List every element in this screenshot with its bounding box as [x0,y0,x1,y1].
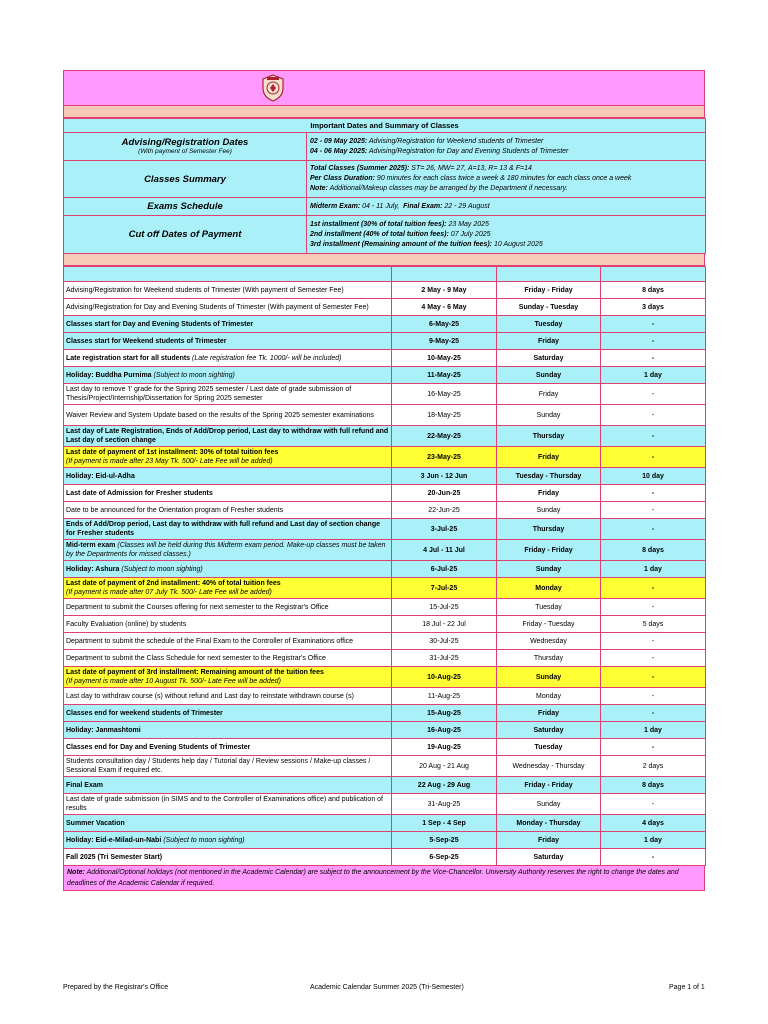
footer-prepared-by: Prepared by the Registrar's Office [63,984,169,991]
calendar-row [64,739,706,756]
calendar-row [64,756,706,777]
duration-cell: - [601,650,706,667]
duration-cell: - [601,502,706,519]
date-cell: 22-Jun-25 [392,502,497,519]
date-cell: 3 Jun - 12 Jun [392,468,497,485]
calendar-row [64,485,706,502]
date-cell: 20 Aug - 21 Aug [392,756,497,777]
date-cell: 31-Aug-25 [392,794,497,815]
date-cell: 3-Jul-25 [392,519,497,540]
classes-summary-label: Classes Summary [64,161,307,198]
date-cell: 23-May-25 [392,447,497,468]
date-cell: 10-May-25 [392,350,497,367]
day-cell: Friday [497,447,601,468]
duration-cell: - [601,667,706,688]
date-cell: 31-Jul-25 [392,650,497,667]
date-cell: 5-Sep-25 [392,832,497,849]
event-cell: Date to be announced for the Orientation program of Fresher students [64,502,392,519]
calendar-row [64,849,706,866]
date-cell: 19-Aug-25 [392,739,497,756]
day-cell: Monday [497,578,601,599]
date-cell: 15-Jul-25 [392,599,497,616]
calendar-row [64,299,706,316]
day-cell: Friday [497,384,601,405]
event-cell: Classes start for Weekend students of Trimester [64,333,392,350]
calendar-row [64,405,706,426]
event-cell: Last date of payment of 3rd installment: Remaining amount of the tuition fees (If payment is made after 10 August Tk. 500/- Late Fee will be added) [64,667,392,688]
calendar-row [64,316,706,333]
calendar-row [64,502,706,519]
date-cell: 18 Jul - 22 Jul [392,616,497,633]
day-cell: Sunday [497,502,601,519]
event-cell: Last day to withdraw course (s) without refund and Last day to reinstate withdrawn course (s) [64,688,392,705]
payment-cutoff-value: 1st installment (30% of total tuition fees): 23 May 2025 2nd installment (40% of total tuition fees): 07 July 2025 3rd installment (Remaining amount of the tuition fees): 10 August 2025 [307,216,706,254]
header-spacer [63,106,705,118]
calendar-row [64,633,706,650]
calendar-row [64,282,706,299]
calendar-row [64,667,706,688]
day-cell: Friday - Tuesday [497,616,601,633]
calendar-row [64,722,706,739]
event-cell: Last date of grade submission (in SIMS and to the Controller of Examinations office) and publication of results [64,794,392,815]
duration-cell: - [601,519,706,540]
date-cell: 7-Jul-25 [392,578,497,599]
duration-cell: - [601,426,706,447]
date-cell: 1 Sep - 4 Sep [392,815,497,832]
date-cell: 6-May-25 [392,316,497,333]
event-cell: Final Exam [64,777,392,794]
duration-cell: - [601,350,706,367]
day-cell: Saturday [497,722,601,739]
day-cell: Friday - Friday [497,777,601,794]
duration-cell: - [601,405,706,426]
summary-title: Important Dates and Summary of Classes [64,119,706,133]
header-banner [63,70,705,106]
event-cell: Ends of Add/Drop period, Last day to withdraw with full refund and Last day of section change for Fresher students [64,519,392,540]
summary-table [63,118,706,254]
day-cell: Friday [497,832,601,849]
university-seal-icon [261,74,285,102]
event-cell: Faculty Evaluation (online) by students [64,616,392,633]
date-cell: 18-May-25 [392,405,497,426]
calendar-row [64,519,706,540]
calendar-row [64,650,706,667]
calendar-row [64,832,706,849]
event-cell: Summer Vacation [64,815,392,832]
day-cell: Sunday [497,794,601,815]
duration-cell: - [601,688,706,705]
day-cell: Wednesday - Thursday [497,756,601,777]
day-cell: Sunday - Tuesday [497,299,601,316]
calendar-row [64,426,706,447]
day-cell: Saturday [497,350,601,367]
day-cell: Friday [497,485,601,502]
day-cell: Tuesday - Thursday [497,468,601,485]
event-cell: Classes end for weekend students of Trimester [64,705,392,722]
calendar-row [64,578,706,599]
event-cell: Students consultation day / Students help day / Tutorial day / Review sessions / Make-up classes / Sessional Exam if required etc. [64,756,392,777]
section-spacer [63,254,705,266]
day-cell: Thursday [497,519,601,540]
event-cell: Department to submit the Courses offering for next semester to the Registrar's Office [64,599,392,616]
exams-schedule-label: Exams Schedule [64,198,307,216]
duration-cell: - [601,849,706,866]
duration-cell: 10 day [601,468,706,485]
date-cell: 10-Aug-25 [392,667,497,688]
calendar-row [64,777,706,794]
day-cell: Friday [497,705,601,722]
calendar-row [64,705,706,722]
event-cell: Late registration start for all students (Late registration fee Tk. 1000/- will be included) [64,350,392,367]
day-cell: Thursday [497,426,601,447]
classes-summary-value: Total Classes (Summer 2025): ST= 26, MW= 27, A=13, R= 13 & F=14 Per Class Duration: 90 minutes for each class twice a week & 180 minutes for each class once a week Note: Additional/Makeup classes may be arranged by the Department if necessary. [307,161,706,198]
date-cell: 11-Aug-25 [392,688,497,705]
duration-cell: - [601,384,706,405]
calendar-row [64,384,706,405]
calendar-row [64,616,706,633]
event-cell: Waiver Review and System Update based on the results of the Spring 2025 semester examinations [64,405,392,426]
calendar-row [64,350,706,367]
date-cell: 16-May-25 [392,384,497,405]
duration-cell: 8 days [601,282,706,299]
day-cell: Sunday [497,405,601,426]
day-cell: Saturday [497,849,601,866]
duration-cell: - [601,794,706,815]
day-cell: Sunday [497,667,601,688]
footer-page-number: Page 1 of 1 [669,984,705,991]
duration-cell: 5 days [601,616,706,633]
calendar-row [64,688,706,705]
date-cell: 4 Jul - 11 Jul [392,540,497,561]
duration-cell: - [601,578,706,599]
event-cell: Holiday: Buddha Purnima (Subject to moon sighting) [64,367,392,384]
duration-cell: - [601,333,706,350]
duration-cell: 1 day [601,561,706,578]
day-cell: Thursday [497,650,601,667]
event-cell: Last date of payment of 2nd installment: 40% of total tuition fees (If payment is made after 07 July Tk. 500/- Late Fee will be added) [64,578,392,599]
calendar-row [64,599,706,616]
event-cell: Advising/Registration for Day and Evening Students of Trimester (With payment of Semester Fee) [64,299,392,316]
calendar-row [64,468,706,485]
duration-cell: - [601,739,706,756]
day-cell: Wednesday [497,633,601,650]
footer-title: Academic Calendar Summer 2025 (Tri-Semester) [310,984,464,991]
advising-label: Advising/Registration Dates (With payment of Semester Fee) [64,133,307,161]
event-cell: Last day to remove 'I' grade for the Spring 2025 semester / Last date of grade submission of Thesis/Project/Internship/Dissertation for Spring 2025 semester [64,384,392,405]
event-cell: Department to submit the Class Schedule for next semester to the Registrar's Office [64,650,392,667]
event-cell: Holiday: Eid-ul-Adha [64,468,392,485]
date-cell: 4 May - 6 May [392,299,497,316]
calendar-row [64,333,706,350]
event-cell: Last day of Late Registration, Ends of Add/Drop period, Last day to withdraw with full refund and Last day of section change [64,426,392,447]
calendar-row [64,447,706,468]
event-cell: Holiday: Eid-e-Milad-un-Nabi (Subject to moon sighting) [64,832,392,849]
calendar-row [64,794,706,815]
event-cell: Classes end for Day and Evening Students of Trimester [64,739,392,756]
day-cell: Sunday [497,367,601,384]
exams-schedule-value: Midterm Exam: 04 - 11 July, Final Exam: 22 - 29 August [307,198,706,216]
duration-cell: - [601,599,706,616]
calendar-row [64,367,706,384]
advising-value: 02 - 09 May 2025: Advising/Registration for Weekend students of Trimester 04 - 06 May 2025: Advising/Registration for Day and Evening Students of Trimester [307,133,706,161]
event-cell: Holiday: Janmashtomi [64,722,392,739]
day-cell: Tuesday [497,316,601,333]
day-cell: Friday - Friday [497,282,601,299]
duration-cell: 1 day [601,367,706,384]
footnote: Note: Additional/Optional holidays (not mentioned in the Academic Calendar) are subject to the announcement by the Vice-Chancellor. University Authority reserves the right to change the dates and deadlines of the Academic Calendar if required. [63,866,705,891]
event-cell: Advising/Registration for Weekend students of Trimester (With payment of Semester Fee) [64,282,392,299]
event-cell: Mid-term exam (Classes will be held during this Midterm exam period. Make-up classes must be taken by the Departments for missed classes.) [64,540,392,561]
day-cell: Sunday [497,561,601,578]
duration-cell: - [601,485,706,502]
date-cell: 22 Aug - 29 Aug [392,777,497,794]
date-cell: 6-Sep-25 [392,849,497,866]
calendar-header-row [64,267,706,282]
duration-cell: - [601,316,706,333]
date-cell: 16-Aug-25 [392,722,497,739]
duration-cell: 4 days [601,815,706,832]
calendar-row [64,540,706,561]
duration-cell: 2 days [601,756,706,777]
duration-cell: - [601,633,706,650]
day-cell: Monday - Thursday [497,815,601,832]
calendar-sheet [63,70,705,891]
payment-cutoff-label: Cut off Dates of Payment [64,216,307,254]
duration-cell: 3 days [601,299,706,316]
day-cell: Friday - Friday [497,540,601,561]
duration-cell: 8 days [601,777,706,794]
calendar-table [63,266,706,866]
event-cell: Classes start for Day and Evening Students of Trimester [64,316,392,333]
day-cell: Friday [497,333,601,350]
event-cell: Last date of payment of 1st installment: 30% of total tuition fees (If payment is made after 23 May Tk. 500/- Late Fee will be added) [64,447,392,468]
duration-cell: 8 days [601,540,706,561]
calendar-row [64,815,706,832]
date-cell: 11-May-25 [392,367,497,384]
duration-cell: 1 day [601,832,706,849]
date-cell: 30-Jul-25 [392,633,497,650]
date-cell: 9-May-25 [392,333,497,350]
day-cell: Tuesday [497,739,601,756]
event-cell: Holiday: Ashura (Subject to moon sighting) [64,561,392,578]
duration-cell: - [601,705,706,722]
event-cell: Fall 2025 (Tri Semester Start) [64,849,392,866]
date-cell: 20-Jun-25 [392,485,497,502]
date-cell: 6-Jul-25 [392,561,497,578]
calendar-row [64,561,706,578]
day-cell: Tuesday [497,599,601,616]
duration-cell: - [601,447,706,468]
day-cell: Monday [497,688,601,705]
date-cell: 22-May-25 [392,426,497,447]
event-cell: Department to submit the schedule of the Final Exam to the Controller of Examinations office [64,633,392,650]
event-cell: Last date of Admission for Fresher students [64,485,392,502]
date-cell: 15-Aug-25 [392,705,497,722]
date-cell: 2 May - 9 May [392,282,497,299]
duration-cell: 1 day [601,722,706,739]
